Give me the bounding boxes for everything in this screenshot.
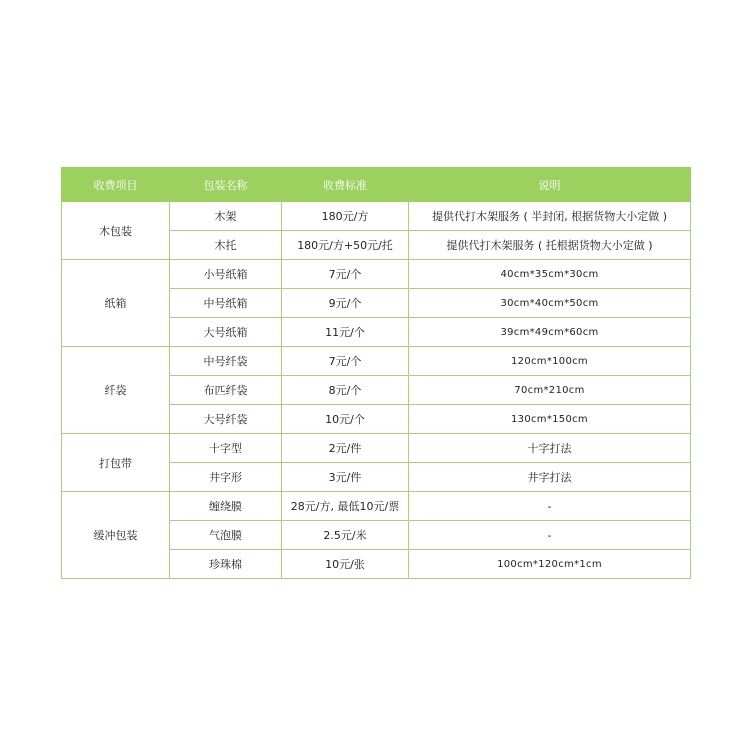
- header-price: 收费标准: [282, 168, 409, 202]
- price-cell: 28元/方, 最低10元/票: [282, 492, 409, 521]
- description-cell: 30cm*40cm*50cm: [409, 289, 691, 318]
- package-name-cell: 大号纸箱: [170, 318, 282, 347]
- price-cell: 2元/件: [282, 434, 409, 463]
- description-cell: 井字打法: [409, 463, 691, 492]
- package-name-cell: 十字型: [170, 434, 282, 463]
- description-cell: 提供代打木架服务 ( 托根据货物大小定做 ): [409, 231, 691, 260]
- price-cell: 2.5元/米: [282, 521, 409, 550]
- description-cell: 100cm*120cm*1cm: [409, 550, 691, 579]
- description-cell: 130cm*150cm: [409, 405, 691, 434]
- price-cell: 10元/张: [282, 550, 409, 579]
- price-cell: 7元/个: [282, 260, 409, 289]
- table-row: [62, 347, 691, 376]
- header-category: 收费项目: [62, 168, 170, 202]
- category-cell: 缓冲包装: [62, 492, 170, 579]
- package-name-cell: 缠绕膜: [170, 492, 282, 521]
- price-cell: 180元/方+50元/托: [282, 231, 409, 260]
- price-cell: 8元/个: [282, 376, 409, 405]
- category-cell: 打包带: [62, 434, 170, 492]
- table-row: [62, 492, 691, 521]
- package-name-cell: 木架: [170, 202, 282, 231]
- table-row: [62, 434, 691, 463]
- price-cell: 9元/个: [282, 289, 409, 318]
- description-cell: -: [409, 492, 691, 521]
- price-cell: 3元/件: [282, 463, 409, 492]
- description-cell: -: [409, 521, 691, 550]
- package-name-cell: 井字形: [170, 463, 282, 492]
- description-cell: 70cm*210cm: [409, 376, 691, 405]
- price-cell: 7元/个: [282, 347, 409, 376]
- price-cell: 10元/个: [282, 405, 409, 434]
- description-cell: 39cm*49cm*60cm: [409, 318, 691, 347]
- package-name-cell: 珍珠棉: [170, 550, 282, 579]
- category-cell: 木包装: [62, 202, 170, 260]
- description-cell: 十字打法: [409, 434, 691, 463]
- package-name-cell: 大号纤袋: [170, 405, 282, 434]
- header-package-name: 包装名称: [170, 168, 282, 202]
- description-cell: 40cm*35cm*30cm: [409, 260, 691, 289]
- package-name-cell: 小号纸箱: [170, 260, 282, 289]
- category-cell: 纸箱: [62, 260, 170, 347]
- header-description: 说明: [409, 168, 691, 202]
- packaging-fee-table: [61, 167, 691, 579]
- package-name-cell: 布匹纤袋: [170, 376, 282, 405]
- package-name-cell: 气泡膜: [170, 521, 282, 550]
- table-row: [62, 202, 691, 231]
- package-name-cell: 木托: [170, 231, 282, 260]
- table-header-row: [62, 168, 691, 202]
- description-cell: 120cm*100cm: [409, 347, 691, 376]
- category-cell: 纤袋: [62, 347, 170, 434]
- price-cell: 180元/方: [282, 202, 409, 231]
- price-cell: 11元/个: [282, 318, 409, 347]
- table-row: [62, 260, 691, 289]
- description-cell: 提供代打木架服务 ( 半封闭, 根据货物大小定做 ): [409, 202, 691, 231]
- package-name-cell: 中号纤袋: [170, 347, 282, 376]
- package-name-cell: 中号纸箱: [170, 289, 282, 318]
